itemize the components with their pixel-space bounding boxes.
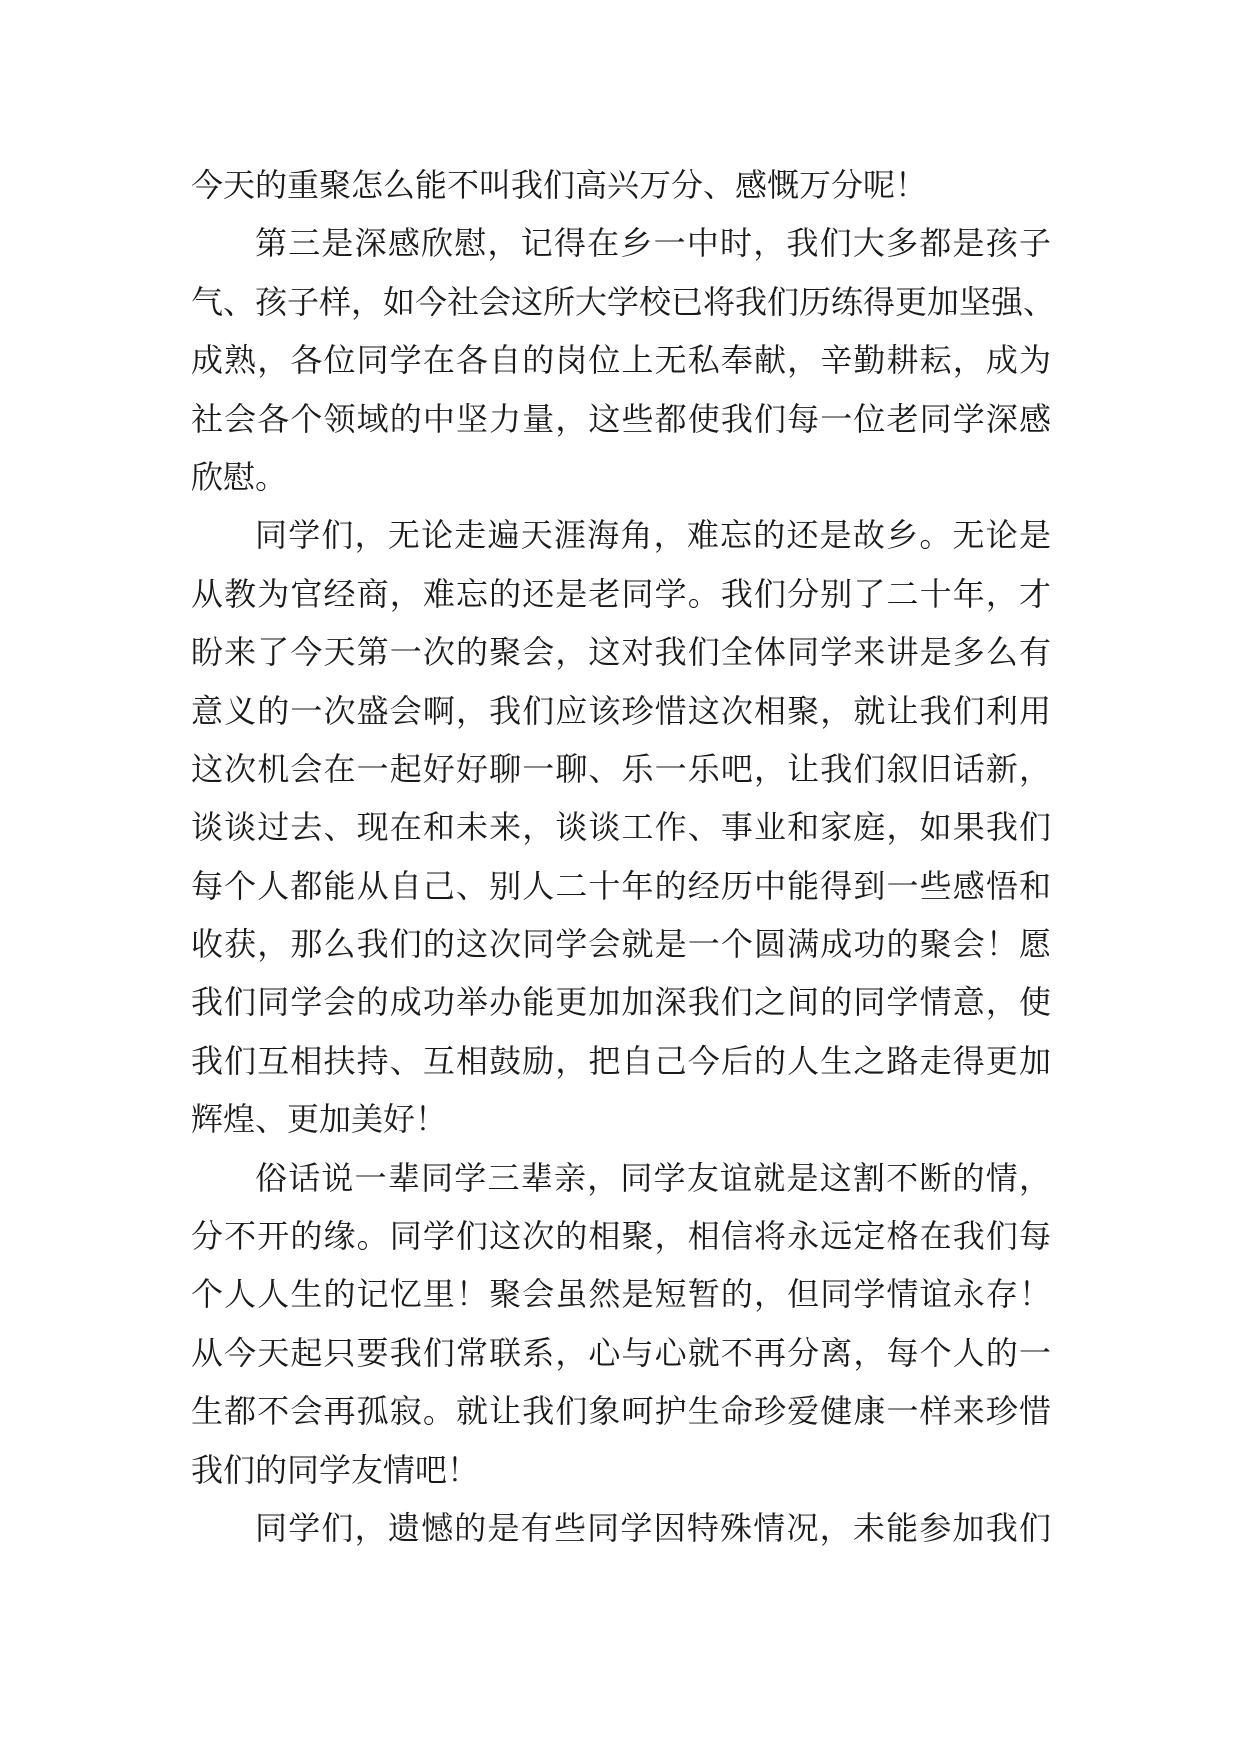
text-line: 我们的同学友情吧！	[191, 1450, 480, 1489]
text-line: 分不开的缘。同学们这次的相聚，相信将永远定格在我们每	[191, 1217, 1051, 1256]
text-line: 个人人生的记忆里！聚会虽然是短暂的，但同学情谊永存！	[191, 1275, 1051, 1314]
text-line: 同学们，遗憾的是有些同学因特殊情况，未能参加我们	[255, 1508, 1051, 1547]
paragraph	[191, 214, 1056, 506]
text-line: 意义的一次盛会啊，我们应该珍惜这次相聚，就让我们利用	[191, 691, 1051, 730]
paragraph	[191, 506, 1051, 1148]
text-line: 社会各个领域的中坚力量，这些都使我们每一位老同学深感	[191, 399, 1051, 438]
paragraph	[191, 156, 1051, 214]
text-line: 从教为官经商，难忘的还是老同学。我们分别了二十年，才	[191, 574, 1051, 613]
body-text	[191, 156, 1056, 1557]
text-line: 生都不会再孤寂。就让我们象呵护生命珍爱健康一样来珍惜	[191, 1392, 1051, 1431]
text-line: 辉煌、更加美好！	[191, 1100, 448, 1139]
text-line: 同学们，无论走遍天涯海角，难忘的还是故乡。无论是	[255, 516, 1051, 555]
text-line: 欣慰。	[191, 457, 288, 496]
paragraph	[191, 1149, 1051, 1499]
text-line: 盼来了今天第一次的聚会，这对我们全体同学来讲是多么有	[191, 633, 1051, 672]
text-line: 我们互相扶持、互相鼓励，把自己今后的人生之路走得更加	[191, 1041, 1051, 1080]
text-line: 俗话说一辈同学三辈亲，同学友谊就是这割不断的情，	[255, 1158, 1051, 1197]
text-line: 每个人都能从自己、别人二十年的经历中能得到一些感悟和	[191, 866, 1051, 905]
text-line: 今天的重聚怎么能不叫我们高兴万分、感慨万分呢！	[191, 166, 928, 204]
text-line: 谈谈过去、现在和未来，谈谈工作、事业和家庭，如果我们	[191, 808, 1051, 847]
text-line: 第三是深感欣慰，记得在乡一中时，我们大多都是孩子	[255, 224, 1051, 263]
text-line: 收获，那么我们的这次同学会就是一个圆满成功的聚会！愿	[191, 925, 1051, 964]
text-line: 气、孩子样，如今社会这所大学校已将我们历练得更加坚强、	[191, 282, 1056, 321]
paragraph	[191, 1499, 1051, 1557]
text-line: 这次机会在一起好好聊一聊、乐一乐吧，让我们叙旧话新，	[191, 749, 1051, 788]
text-line: 从今天起只要我们常联系，心与心就不再分离，每个人的一	[191, 1333, 1051, 1372]
text-line: 成熟，各位同学在各自的岗位上无私奉献，辛勤耕耘，成为	[191, 341, 1051, 380]
text-line: 我们同学会的成功举办能更加加深我们之间的同学情意，使	[191, 983, 1051, 1022]
